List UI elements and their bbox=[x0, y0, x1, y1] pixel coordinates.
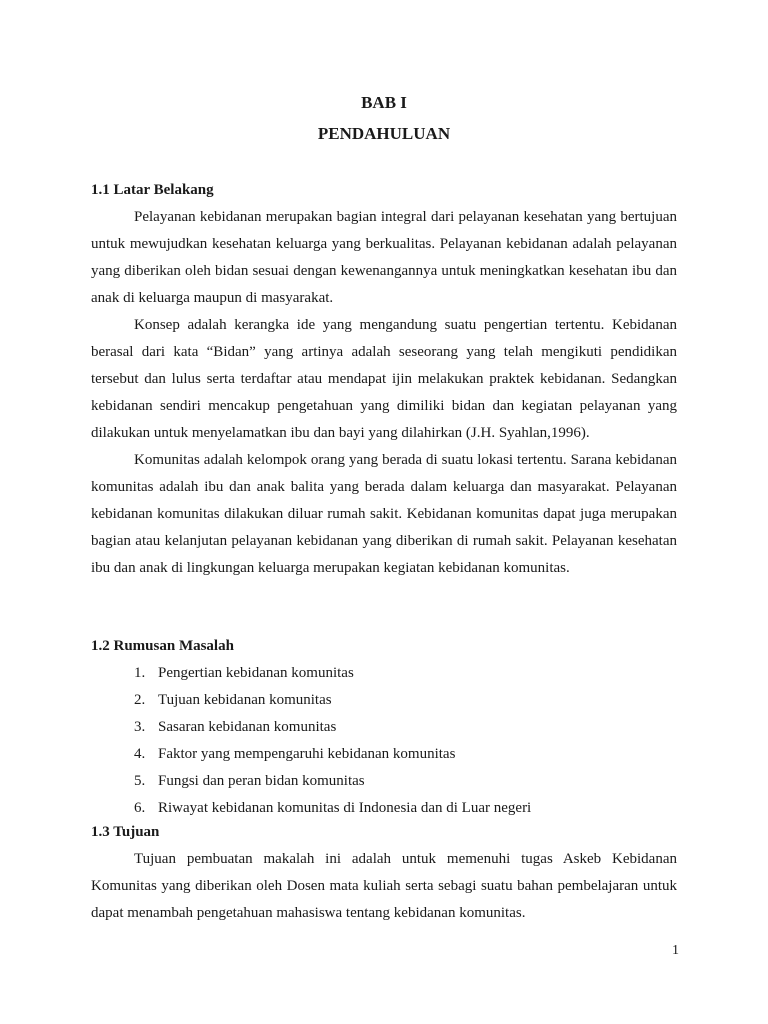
list-item-number: 3. bbox=[134, 719, 146, 735]
chapter-number: BAB I bbox=[361, 93, 407, 112]
problem-list bbox=[134, 660, 531, 822]
chapter-title: PENDAHULUAN bbox=[317, 124, 451, 143]
paragraph-pelayanan: Pelayanan kebidanan merupakan bagian integral dari pelayanan kesehatan yang bertujuan untuk mewujudkan kesehatan keluarga yang berkualitas. Pelayanan kebidanan adalah pelayanan yang diberikan oleh bidan sesuai dengan kewenangannya untuk meningkatkan kesehatan ibu dan anak di keluarga maupun di masyarakat. bbox=[91, 209, 677, 306]
list-item-text: Sasaran kebidanan komunitas bbox=[158, 719, 337, 735]
page-number: 1 bbox=[672, 943, 679, 958]
section-heading-rumusan-masalah: 1.2 Rumusan Masalah bbox=[91, 638, 234, 654]
list-item-number: 5. bbox=[134, 773, 146, 789]
list-item-number: 1. bbox=[134, 665, 146, 681]
paragraph-tujuan: Tujuan pembuatan makalah ini adalah untuk memenuhi tugas Askeb Kebidanan Komunitas yang diberikan oleh Dosen mata kuliah serta sebagi suatu bahan pembelajaran untuk dapat menambah pengetahuan mahasiswa tentang kebidanan komunitas. bbox=[91, 851, 677, 921]
list-item-text: Fungsi dan peran bidan komunitas bbox=[158, 773, 365, 789]
list-item-number: 2. bbox=[134, 692, 146, 708]
paragraph-komunitas: Komunitas adalah kelompok orang yang berada di suatu lokasi tertentu. Sarana kebidanan komunitas adalah ibu dan anak balita yang berada dalam keluarga dan masyarakat. Pelayanan kebidanan komunitas dilakukan diluar rumah sakit. Kebidanan komunitas dapat juga merupakan bagian atau kelanjutan pelayanan kebidanan yang diberikan di rumah sakit. Pelayanan kesehatan ibu dan anak di lingkungan keluarga merupakan kegiatan kebidanan komunitas. bbox=[91, 452, 677, 576]
list-item bbox=[134, 687, 531, 714]
list-item-number: 6. bbox=[134, 800, 146, 816]
list-item bbox=[134, 768, 531, 795]
list-item-number: 4. bbox=[134, 746, 146, 762]
list-item bbox=[134, 660, 531, 687]
list-item-text: Riwayat kebidanan komunitas di Indonesia dan di Luar negeri bbox=[158, 800, 532, 816]
list-item-text: Faktor yang mempengaruhi kebidanan komunitas bbox=[158, 746, 456, 762]
section-heading-latar-belakang: 1.1 Latar Belakang bbox=[91, 182, 214, 198]
list-item bbox=[134, 741, 531, 768]
list-item-text: Pengertian kebidanan komunitas bbox=[158, 665, 354, 681]
list-item bbox=[134, 795, 531, 822]
paragraph-konsep: Konsep adalah kerangka ide yang mengandung suatu pengertian tertentu. Kebidanan berasal dari kata “Bidan” yang artinya adalah seseorang yang telah mengikuti pendidikan tersebut dan lulus serta terdaftar atau mendapat ijin melakukan praktek kebidanan. Sedangkan kebidanan sendiri mencakup pengetahuan yang dimiliki bidan dan kegiatan pelayanan yang dilakukan untuk menyelamatkan ibu dan bayi yang dilahirkan (J.H. Syahlan,1996). bbox=[91, 317, 677, 441]
list-item-text: Tujuan kebidanan komunitas bbox=[158, 692, 332, 708]
section-heading-tujuan: 1.3 Tujuan bbox=[91, 824, 160, 840]
list-item bbox=[134, 714, 531, 741]
